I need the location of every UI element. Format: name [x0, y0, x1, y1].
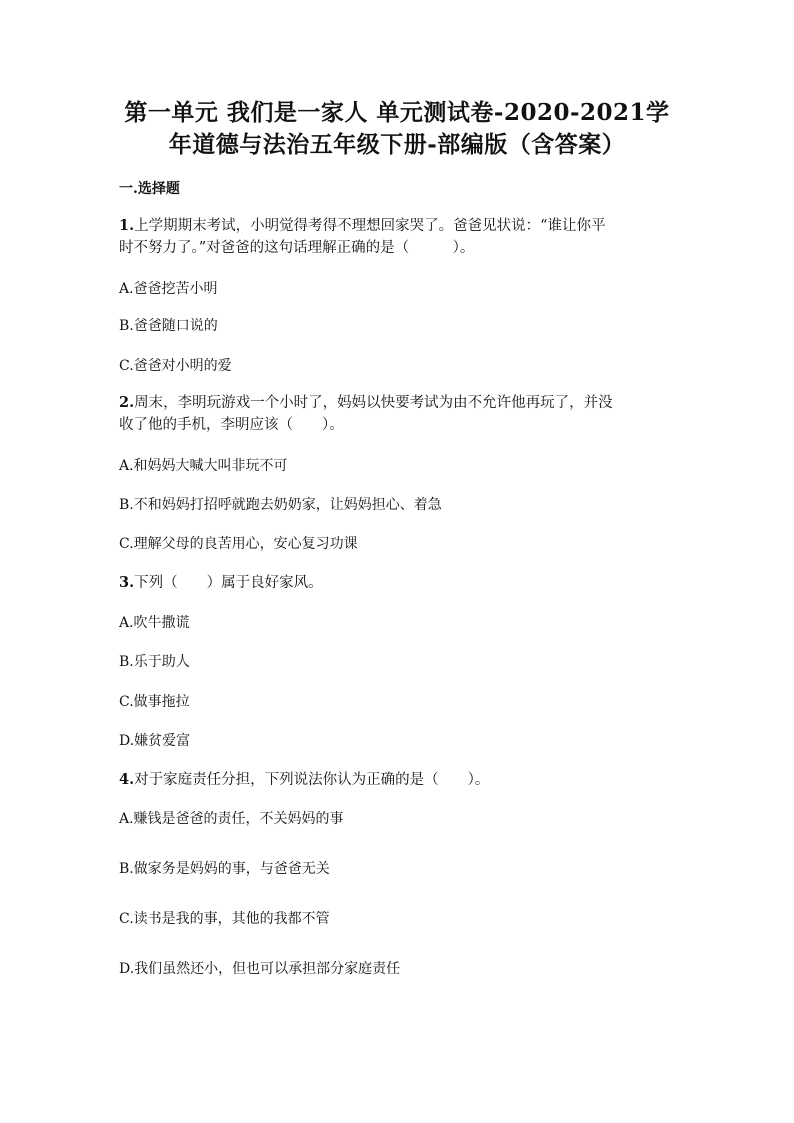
question-text: 下列（ ）属于良好家风。 [134, 575, 323, 591]
option-1a: A.爸爸挖苦小明 [119, 281, 218, 297]
question-1 [119, 215, 679, 259]
option-3d: D.嫌贫爱富 [119, 733, 191, 749]
question-number: 4. [119, 771, 135, 788]
option-3c: C.做事拖拉 [119, 694, 190, 710]
question-number: 1. [119, 217, 135, 234]
option-3b: B.乐于助人 [119, 654, 190, 670]
question-number: 2. [119, 394, 135, 411]
option-4c: C.读书是我的事，其他的我都不管 [119, 911, 330, 927]
option-1c: C.爸爸对小明的爱 [119, 358, 232, 374]
question-text: 对于家庭责任分担，下列说法你认为正确的是（ ）。 [134, 772, 490, 788]
option-3a: A.吹牛撒谎 [119, 615, 190, 631]
question-number: 3. [119, 574, 135, 591]
option-2a: A.和妈妈大喊大叫非玩不可 [119, 458, 288, 474]
document-title-line-1: 第一单元 我们是一家人 单元测试卷-2020-2021学 [124, 99, 670, 126]
option-4d: D.我们虽然还小，但也可以承担部分家庭责任 [119, 961, 401, 977]
question-2 [119, 392, 679, 436]
document-title-line-2: 年道德与法治五年级下册-部编版（含答案） [168, 131, 626, 158]
option-2c: C.理解父母的良苦用心，安心复习功课 [119, 536, 358, 552]
option-4a: A.赚钱是爸爸的责任，不关妈妈的事 [119, 811, 344, 827]
question-text-cont: 收了他的手机，李明应该（ ）。 [119, 417, 344, 433]
question-3 [119, 572, 679, 594]
option-1b: B.爸爸随口说的 [119, 318, 218, 334]
option-2b: B.不和妈妈打招呼就跑去奶奶家，让妈妈担心、着急 [119, 497, 442, 513]
question-4 [119, 769, 679, 791]
section-heading: 一.选择题 [119, 181, 180, 197]
option-4b: B.做家务是妈妈的事，与爸爸无关 [119, 861, 330, 877]
question-text-cont: 时不努力了。”对爸爸的这句话理解正确的是（ ）。 [119, 240, 475, 256]
question-text: 周末，李明玩游戏一个小时了，妈妈以快要考试为由不允许他再玩了，并没 [134, 395, 613, 411]
question-text: 上学期期末考试，小明觉得考得不理想回家哭了。爸爸见状说：“谁让你平 [134, 218, 606, 234]
